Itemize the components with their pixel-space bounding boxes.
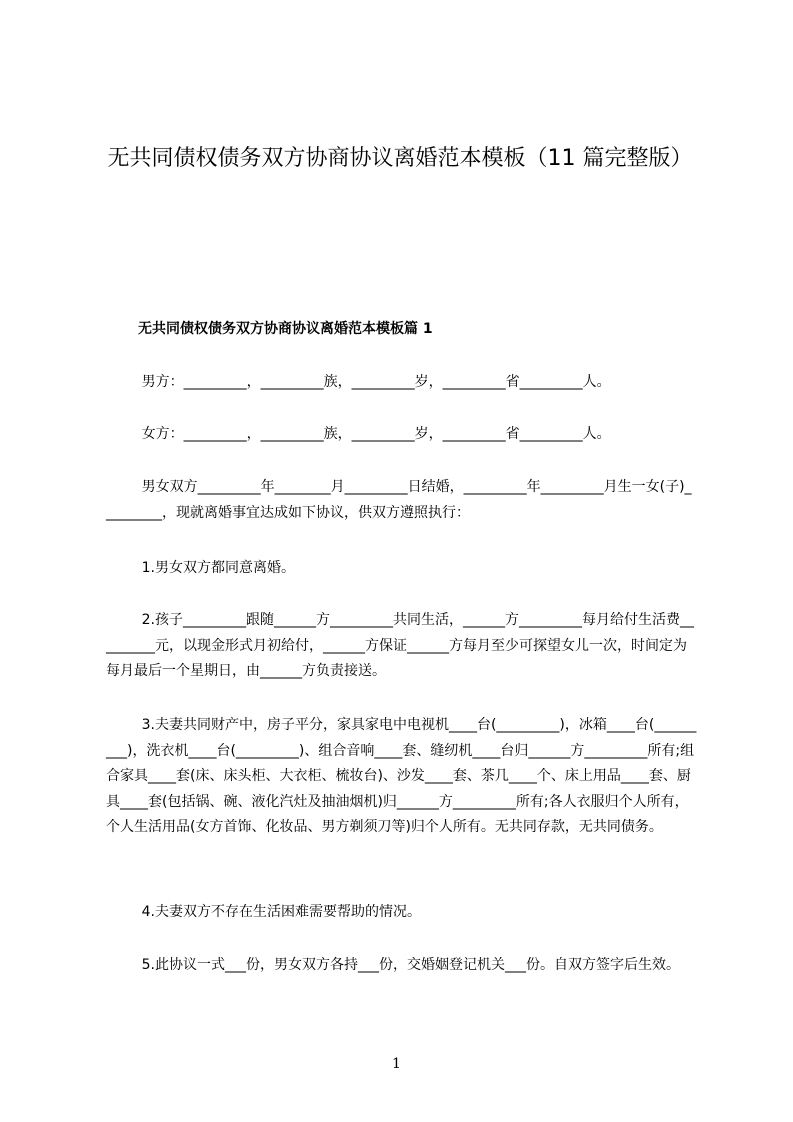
paragraph-male-info: 男方：_________，_________族，_________岁，_________省_________人。 [106, 374, 611, 390]
paragraph-female-info: 女方：_________，_________族，_________岁，_________省_________人。 [106, 426, 611, 442]
paragraph-clause-2: 2.孩子_________跟随______方_________共同生活，______方_________每月给付生活费_________元，以现金形式月初给付，______方保证______方每月至少可探望女儿一次，时间定为每月最后一个星期日，由______方负责接送。 [106, 612, 694, 679]
section-title: 无共同债权债务双方协商协议离婚范本模板篇 1 [138, 321, 433, 337]
document-title: 无共同债权债务双方协商协议离婚范本模板（11 篇完整版） [107, 146, 693, 171]
paragraph-clause-4: 4.夫妻双方不存在生活困难需要帮助的情况。 [106, 904, 421, 920]
paragraph-marriage-info: 男女双方_________年________月_________日结婚，_________年_________月生一女(子)_________，现就离婚事宜达成如下协议，供双方遵照执行： [106, 479, 692, 521]
page-number: 1 [392, 1056, 401, 1072]
paragraph-clause-5: 5.此协议一式___份，男女双方各持___份，交婚姻登记机关___份。自双方签字后生效。 [106, 957, 680, 973]
paragraph-clause-3: 3.夫妻共同财产中，房子平分，家具家电中电视机____台(_________)，冰箱____台(_________)，洗衣机____台(_________)、组合音响____套、缝纫机____台归______方_________所有;组合家具____套(床、床头柜、大衣柜、梳妆台)、沙发____套、茶几____个、床上用品____套、厨具____套(包括锅、碗、液化汽灶及抽油烟机)归______方_________所有;各人衣服归个人所有，个人生活用品(女方首饰、化妆品、男方剃须刀等)归个人所有。无共同存款，无共同债务。 [106, 717, 697, 835]
paragraph-clause-1: 1.男女双方都同意离婚。 [106, 560, 295, 576]
